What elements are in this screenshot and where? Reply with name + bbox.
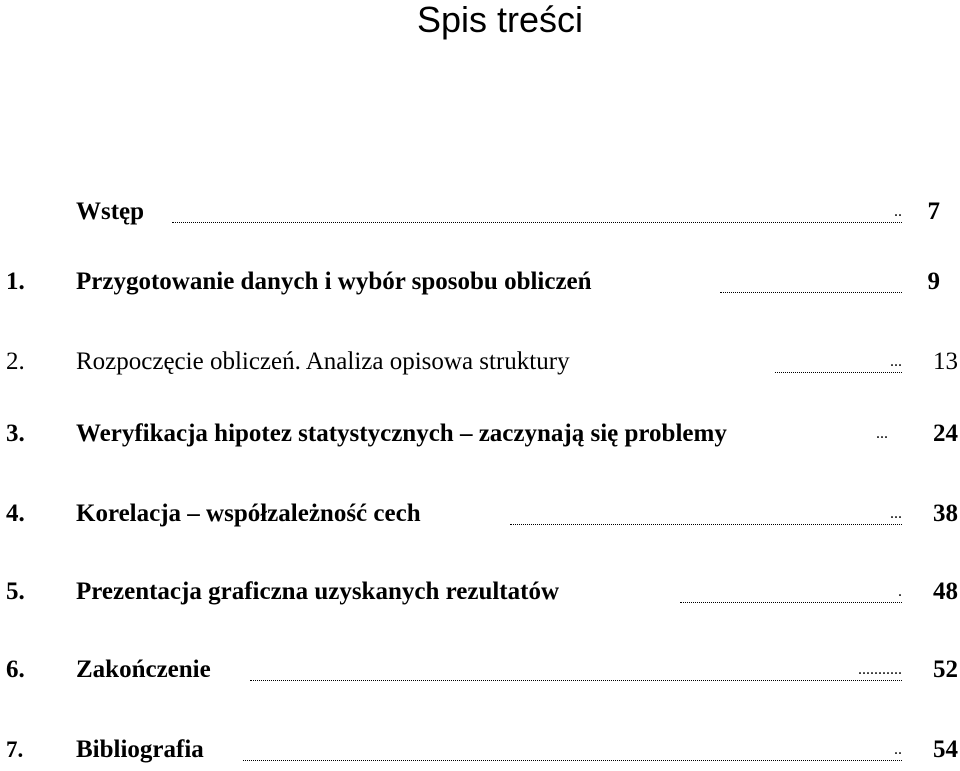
toc-entry-page: 48 xyxy=(933,578,958,605)
toc-entry xyxy=(0,650,960,690)
toc-entry-title: Rozpoczęcie obliczeń. Analiza opisowa struktury xyxy=(76,348,570,375)
toc-entry xyxy=(0,572,960,612)
toc-entry xyxy=(0,342,960,382)
toc-entry xyxy=(0,730,960,770)
toc-entry-page: 38 xyxy=(933,500,958,527)
toc-entry-page: 13 xyxy=(933,348,958,375)
toc-entry-title: Korelacja – współzależność cech xyxy=(76,500,421,527)
toc-entry-title: Prezentacja graficzna uzyskanych rezultatów xyxy=(76,578,559,605)
toc-entry-leader: ... xyxy=(876,425,888,442)
toc-entry-page: 7 xyxy=(927,198,940,225)
toc-entry-leader: .. xyxy=(172,192,902,223)
toc-entry-page: 9 xyxy=(927,268,940,295)
toc-entry-page: 54 xyxy=(933,736,958,763)
toc-entry-leader: . xyxy=(680,572,902,603)
toc-entry-title: Bibliografia xyxy=(76,736,204,763)
toc-entry-number: 3. xyxy=(6,420,25,447)
toc-entry xyxy=(0,262,960,302)
toc-entry-number: 4. xyxy=(6,500,25,527)
toc-entry-title: Weryfikacja hipotez statystycznych – zaczynają się problemy xyxy=(76,420,727,447)
toc-entry xyxy=(0,494,960,534)
toc-entry xyxy=(0,192,960,232)
toc-entry-number: 7. xyxy=(6,737,24,762)
toc-entry-number: 5. xyxy=(6,578,25,605)
toc-entry-title: Zakończenie xyxy=(76,656,211,683)
toc-entry-page: 24 xyxy=(933,420,958,447)
toc-entry-title: Przygotowanie danych i wybór sposobu obliczeń xyxy=(76,268,592,295)
toc-entry-page: 52 xyxy=(933,656,958,683)
toc-entry-title: Wstęp xyxy=(76,198,145,225)
toc-entry-number: 2. xyxy=(6,348,25,375)
toc-entry-number: 1. xyxy=(6,268,25,295)
toc-entry-number: 6. xyxy=(6,656,25,683)
toc-entry xyxy=(0,414,960,454)
toc-entry-leader xyxy=(720,262,902,293)
toc-entry-leader: ... xyxy=(775,342,902,373)
page-title: Spis treści xyxy=(416,0,584,40)
toc-entry-leader: .. xyxy=(243,730,902,761)
toc-entry-leader: ... xyxy=(510,494,902,525)
toc-entry-leader: ........... xyxy=(250,650,902,681)
